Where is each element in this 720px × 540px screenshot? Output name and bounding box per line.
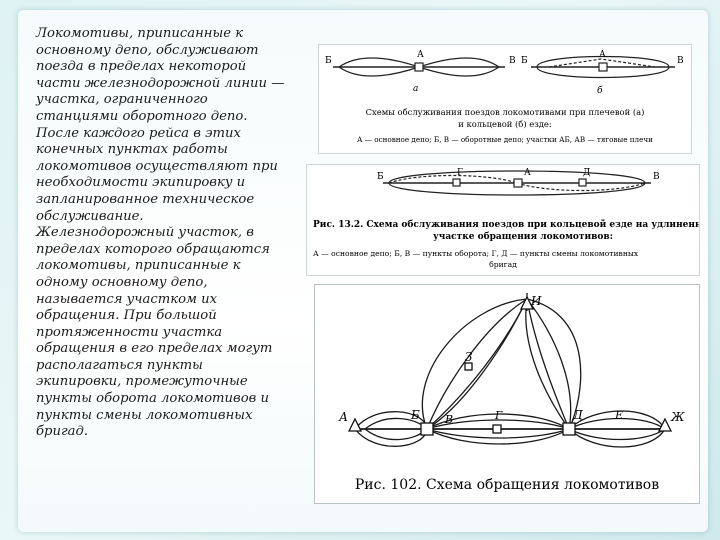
label-i: И xyxy=(531,294,542,308)
station-zh-marker xyxy=(659,419,671,431)
label-g: Г xyxy=(495,409,503,422)
label-v-b: В xyxy=(677,56,684,66)
figure2-caption-line1: Рис. 13.2. Схема обслуживания поездов при кольцевой езде на удлиненном xyxy=(313,220,699,230)
figure1-legend: А — основное депо; Б, В — оборотные депо; участки АБ, АВ — тяговые плечи xyxy=(357,135,653,144)
diagram-shoulder-operation xyxy=(333,58,505,76)
figure2-legend-line2: бригад xyxy=(489,260,517,269)
diagram-circulation-loops xyxy=(355,293,665,447)
label-a-b: А xyxy=(599,50,606,60)
label-b: Б xyxy=(377,172,384,182)
figure-locomotive-circulation-scheme xyxy=(314,284,700,504)
figure2-legend-line1: А — основное депо; Б, В — пункты оборота; Г, Д — пункты смены локомотивных xyxy=(313,249,639,258)
figure2-caption-line2: участке обращения локомотивов: xyxy=(433,232,613,242)
label-v: В xyxy=(653,172,660,182)
label-b: Б xyxy=(411,408,420,422)
label-v: В xyxy=(445,413,454,426)
label-a: А xyxy=(524,168,531,178)
figure-extended-ring-scheme xyxy=(306,164,700,276)
label-e: Е xyxy=(615,409,624,422)
figure-shoulder-ring-scheme xyxy=(318,44,692,154)
label-b-a: Б xyxy=(325,56,332,66)
label-b-b: Б xyxy=(521,56,528,66)
label-d: Д xyxy=(573,408,583,422)
label-g: Г xyxy=(457,168,463,178)
body-text: Локомотивы, приписанные к основному депо, обслуживают поезда в пределах некоторой части железнодорожной линии — участка, ограниченного станциями оборотного депо. После каждого рейса в этих конечных пунктах работы локомотивов осуществляют при необходимости экипировку и запланированное техническое обслуживание. Железнодорожный участок, в пределах которого обращаются локомотивы, приписанные к одному основному депо, называется участком их обращения. При большой протяженности участка обращения в его пределах могут располагаться пункты экипировки, промежуточные пункты оборота локомотивов и пункты смены локомотивных бригад. xyxy=(36,26,285,440)
sublabel-b: б xyxy=(597,86,603,96)
figure3-caption: Рис. 102. Схема обращения локомотивов xyxy=(354,477,660,493)
sublabel-a: а xyxy=(413,84,419,94)
label-a: А xyxy=(339,410,349,424)
label-a-a: А xyxy=(417,50,424,60)
label-z: З xyxy=(465,350,473,364)
label-zh: Ж xyxy=(671,410,685,424)
label-d: Д xyxy=(583,168,591,178)
figure1-caption-line2: и кольцевой (б) езде: xyxy=(458,119,552,129)
figure1-caption-line1: Схемы обслуживания поездов локомотивами при плечевой (а) xyxy=(365,107,645,117)
label-v-a: В xyxy=(509,56,516,66)
diagram-extended-ring xyxy=(383,171,651,195)
